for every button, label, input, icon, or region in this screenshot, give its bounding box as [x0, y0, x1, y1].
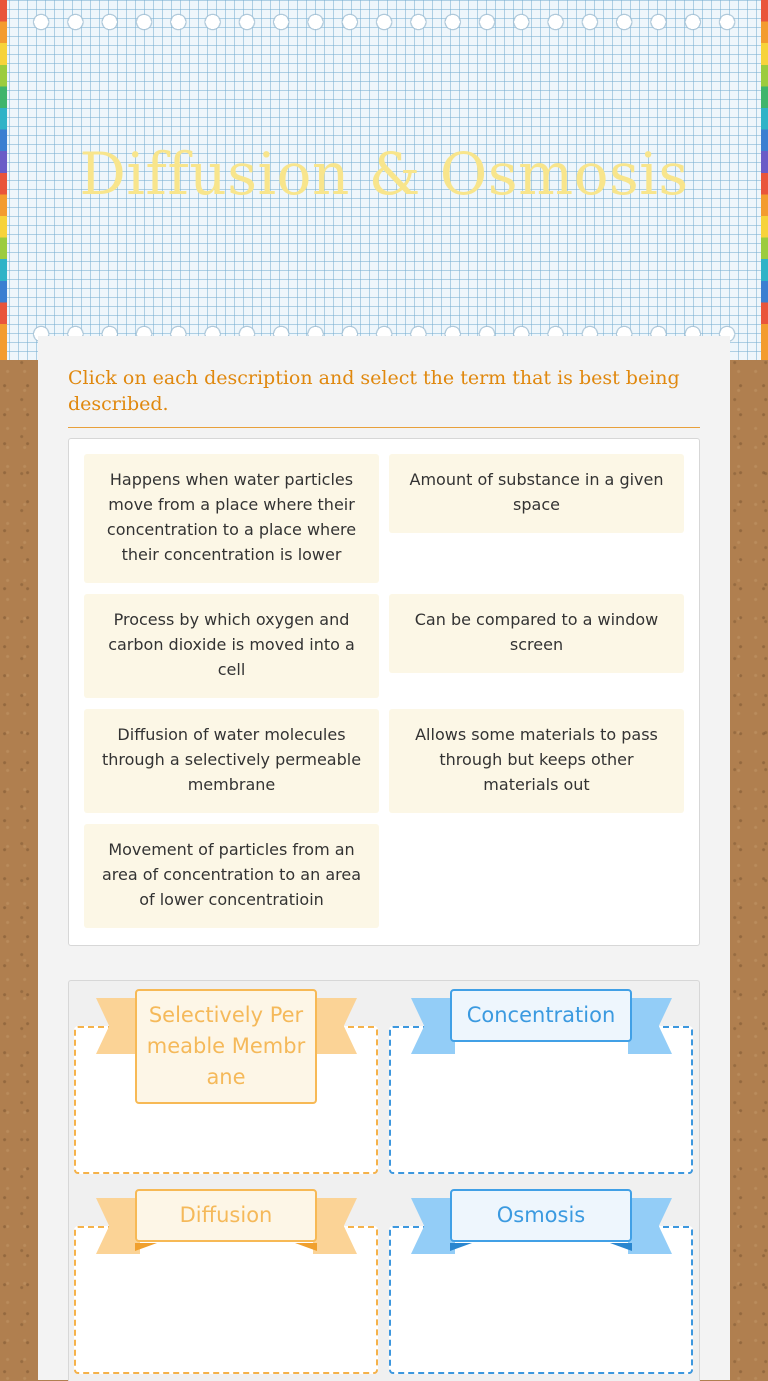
description-card-4[interactable]: Can be compared to a window screen — [389, 594, 684, 673]
description-card-1[interactable]: Happens when water particles move from a place where their concentration to a place where their concentration is lower — [84, 454, 379, 583]
term-label-osmosis[interactable]: Osmosis — [450, 1189, 632, 1242]
instructions-text: Click on each description and select the term that is best being described. — [68, 367, 680, 415]
description-card-3[interactable]: Process by which oxygen and carbon dioxide is moved into a cell — [84, 594, 379, 698]
ribbon-fold-left — [135, 1243, 157, 1251]
page-title: Diffusion & Osmosis — [79, 140, 689, 208]
term-label-selectively-permeable-membrane[interactable]: Selectively Permeable Membrane — [135, 989, 317, 1104]
ribbon-fold-right — [610, 1243, 632, 1251]
description-card-2[interactable]: Amount of substance in a given space — [389, 454, 684, 533]
worksheet-header — [0, 0, 768, 360]
description-card-6[interactable]: Allows some materials to pass through but keeps other materials out — [389, 709, 684, 813]
description-card-5[interactable]: Diffusion of water molecules through a selectively permeable membrane — [84, 709, 379, 813]
divider — [68, 427, 700, 428]
term-label-concentration[interactable]: Concentration — [450, 989, 632, 1042]
descriptions-container — [68, 438, 700, 946]
worksheet-panel — [38, 336, 730, 1380]
term-drop-area — [68, 980, 700, 1381]
term-label-diffusion[interactable]: Diffusion — [135, 1189, 317, 1242]
ribbon-fold-right — [295, 1243, 317, 1251]
description-card-7[interactable]: Movement of particles from an area of concentration to an area of lower concentratioin — [84, 824, 379, 928]
ribbon-fold-left — [450, 1243, 472, 1251]
notebook-holes-top — [24, 12, 744, 32]
